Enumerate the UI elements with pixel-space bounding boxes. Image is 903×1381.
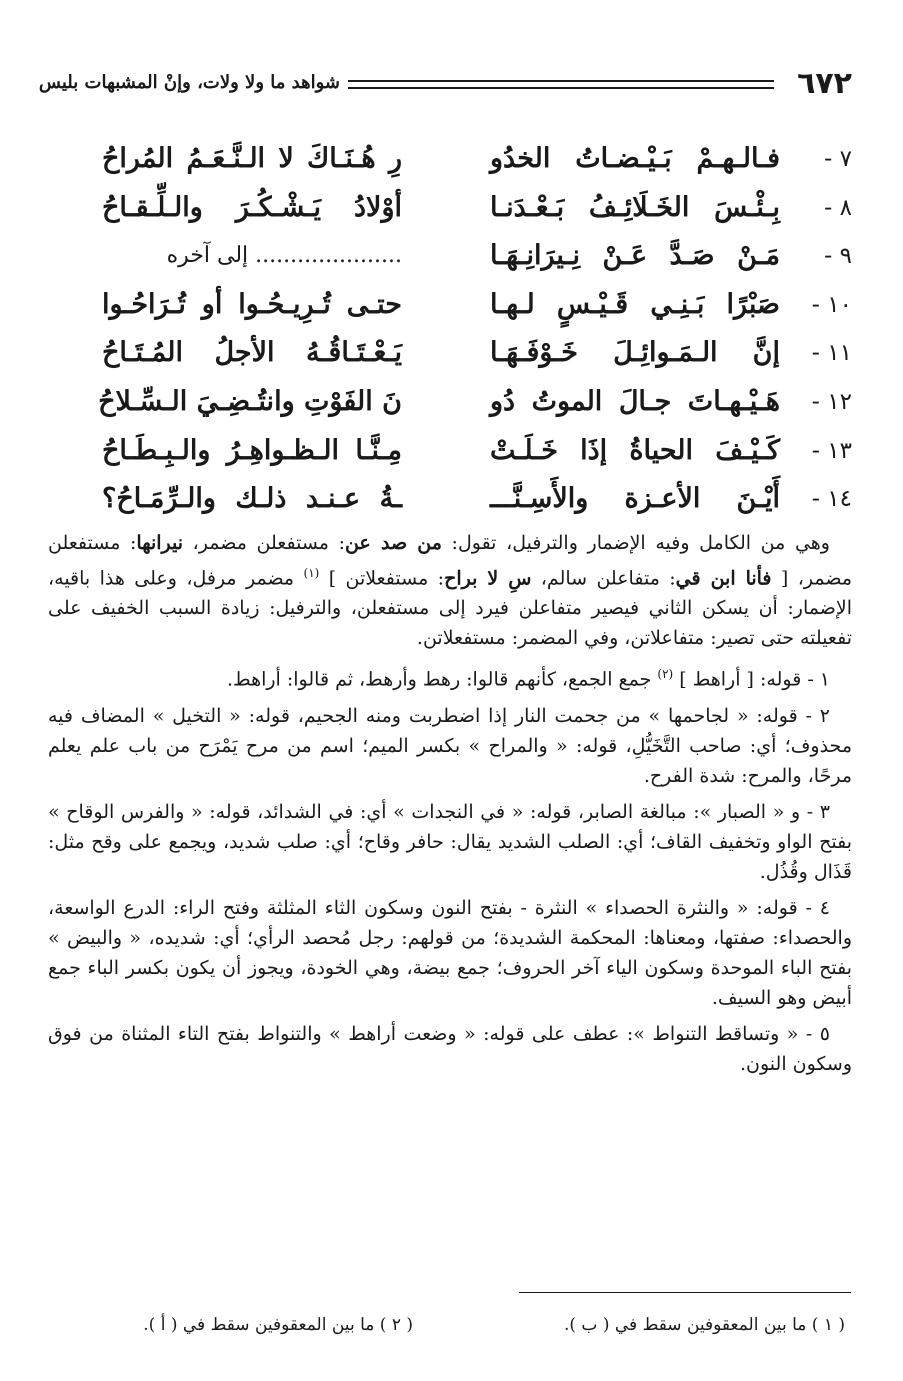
verse-number: ١١ - xyxy=(811,340,852,367)
footnote-rule xyxy=(519,1292,851,1293)
meter-paragraph: وهي من الكامل وفيه الإضمار والترفيل، تقول: من صد عن: مستفعلن مضمر، نيرانها: مستفعلن مضمر، [ فأنا ابن قي: متفاعلن سالم، سِ لا براح: مستفعلاتن ] $^{(١)}$ مضمر مرفل، وعلى هذا باقيه، الإضمار: أن يسكن الثاني فيصير متفاعلن فيرد إلى مستفعلن، والترفيل: زيادة السبب الخفيف على تفعيلته حتى تصير: متفاعلاتن، وفي المضمر: مستفعلاتن. xyxy=(48,532,852,650)
verse-line xyxy=(100,332,852,381)
verse-number: ١٢ - xyxy=(811,388,852,415)
verse-second-hemistich: ..................... إلى آخره xyxy=(166,243,402,269)
verse-number: ١٤ - xyxy=(811,486,852,513)
verse-second-hemistich: حتـى تُـرِيـحُـوا أو تُـرَاحُـوا xyxy=(102,288,402,320)
verse-second-hemistich: نَ الفَوْتِ وانتُـضِـيَ الـسِّـلاحُ xyxy=(98,385,402,417)
verse-line xyxy=(100,381,852,430)
footnote-ref: (٢) xyxy=(657,667,674,682)
verse-first-hemistich: فـالـهـمْ بَـيْـضـاتُ الخدُو xyxy=(490,143,780,174)
verse-second-hemistich: ـةُ عـنـد ذلـك والـرِّمَـاحُ؟ xyxy=(102,483,402,515)
verse-first-hemistich: كَـيْـفَ الحياةُ إذَا خَـلَـتْ xyxy=(490,434,780,466)
verse-second-hemistich: مِـنَّـا الـظـواهِـرُ والـبِـطَـاحُ xyxy=(102,434,402,466)
commentary xyxy=(48,528,852,1085)
verse-first-hemistich: إنَّ الـمَـوائِـلَ خَـوْفَـهَـا xyxy=(490,337,780,369)
verse-number: ١٠ - xyxy=(811,291,852,318)
header-double-rule xyxy=(348,80,774,89)
page-number: ٦٧٢ xyxy=(797,66,852,101)
footnote-ref: (١) xyxy=(303,566,320,580)
verse-first-hemistich: بِـئْـسَ الخَـلَائِـفُ بَـعْـدَنـا xyxy=(490,191,780,223)
running-title: شواهد ما ولا ولات، وإنْ المشبهات بليس xyxy=(38,72,340,93)
verse-number: ١٣ - xyxy=(811,437,852,464)
verse-line xyxy=(100,284,852,333)
verse-line xyxy=(100,430,852,479)
gloss-paragraph-2: ٢ - قوله: « لجاحمها » من جحمت النار إذا اضطربت ومنه الجحيم، قوله: « التخيل » المضاف فيه محذوف؛ أي: صاحب التَّخَيُّلِ، قوله: « والمراح » بكسر الميم؛ اسم من مرح يَمْرَح من باب علم يعلم مرحًا، والمرح: شدة الفرح. xyxy=(48,704,852,787)
verse-second-hemistich: أوْلادُ يَـشْـكُـرَ والـلِّـقـاحُ xyxy=(102,191,402,223)
poem-verses xyxy=(100,138,852,527)
verse-second-hemistich: يَـعْـتَـاقُـهُ الأجلُ المُـتَـاحُ xyxy=(102,337,402,369)
gloss-paragraph-3: ٣ - و « الصبار »: مبالغة الصابر، قوله: « في النجدات » أي: في الشدائد، قوله: « والفرس الوقاح » بفتح الواو وتخفيف القاف؛ أي: الصلب الشديد يقال: حافر وقاح؛ أي: صلب شديد، ويجمع على وقح مثل: قَذَال وقُذُل. xyxy=(48,800,852,883)
verse-line xyxy=(100,138,852,187)
verse-number: ٨ - xyxy=(824,194,852,221)
verse-line xyxy=(100,187,852,236)
verse-first-hemistich: صَبْرًا بَـنِـي قَـيْـسٍ لـهـا xyxy=(490,288,780,320)
verse-line xyxy=(100,235,852,284)
verse-number: ٧ - xyxy=(824,146,852,172)
verse-number: ٩ - xyxy=(824,243,852,270)
gloss-paragraph-5: ٥ - « وتساقط التنواط »: عطف على قوله: « وضعت أراهط » والتنواط بفتح التاء المثناة من فوق وسكون النون. xyxy=(48,1022,852,1075)
verse-second-hemistich: رِ هُـنَـاكَ لا الـنَّـعَـمُ المُراحُ xyxy=(102,143,402,174)
page-header xyxy=(40,66,852,106)
gloss-paragraph-4: ٤ - قوله: « والنثرة الحصداء » النثرة - بفتح النون وسكون الثاء المثلثة وفتح الراء: الدرع الواسعة، والحصداء: صفتها، ومعناها: المحكمة الشديدة؛ من قولهم: رجل مُحصد الرأي؛ أي: شديده، « والبيض » بفتح الباء الموحدة وسكون الياء آخر الحروف؛ جمع بيضة، وهي الخودة، ويجوز أن يكون بكسر الباء جمع أبيض وهو السيف. xyxy=(48,896,852,1009)
verse-first-hemistich: مَـنْ صَـدَّ عَـنْ نِـيرَانِـهَـا xyxy=(490,240,780,272)
footnote-1: ( ١ ) ما بين المعقوفين سقط في ( ب ). xyxy=(563,1315,845,1335)
gloss-paragraph-1: ١ - قوله: [ أراهط ] $^{(٢)}$ جمع الجمع، كأنهم قالوا: رهط وأرهط، ثم قالوا: أراهط. xyxy=(227,667,830,691)
verse-first-hemistich: هَـيْـهـاتَ جـالَ الموتُ دُو xyxy=(490,385,780,417)
footnote-2: ( ٢ ) ما بين المعقوفين سقط في ( أ ). xyxy=(143,1315,413,1335)
verse-first-hemistich: أَيْـنَ الأعـزة والأَسِـنَّـــ xyxy=(490,483,780,515)
verse-line xyxy=(100,478,852,527)
